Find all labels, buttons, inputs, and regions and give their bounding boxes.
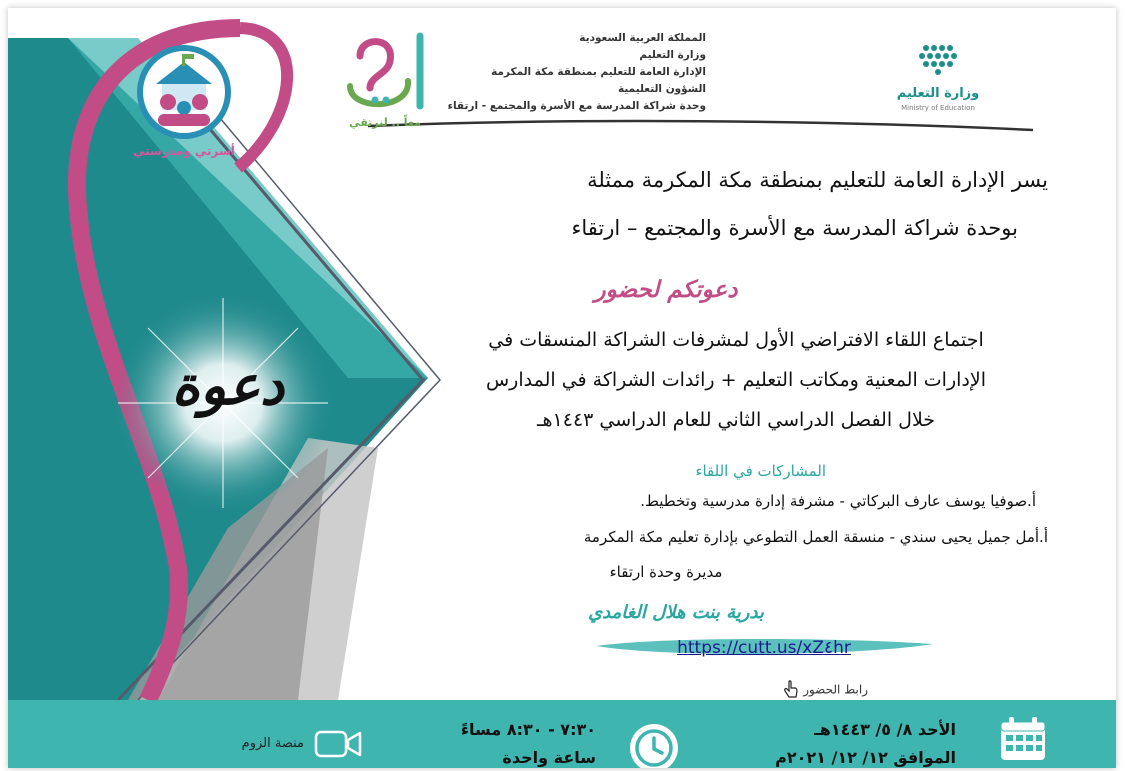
usrati-logo	[128, 44, 240, 164]
participant-item: أ.أمل جميل يحيى سندي - منسقة العمل التطوعي بإدارة تعليم مكة المكرمة	[583, 528, 1048, 546]
meeting-line: اجتماع اللقاء الافتراضي الأول لمشرفات الشراكة المنسقات في	[488, 329, 984, 351]
attendance-link[interactable]: https://cutt.us/xZ٤hr	[677, 638, 851, 658]
ministry-emblem-icon	[878, 38, 998, 84]
attendance-link-label-text: رابط الحضور	[803, 682, 868, 697]
manager-signature: بدرية بنت هلال الغامدي	[588, 602, 764, 623]
date-gregorian: الموافق ١٢/ ١٢/ ٢٠٢١م	[775, 748, 956, 767]
meeting-description	[416, 320, 1056, 440]
date-hijri: الأحد ٨/ ٥/ ١٤٤٣هـ	[814, 720, 956, 739]
invitation-card	[8, 8, 1116, 768]
meeting-line: خلال الفصل الدراسي الثاني للعام الدراسي ١٤٤٣هـ	[536, 409, 936, 431]
ministry-name-ar: وزارة التعليم	[896, 86, 980, 101]
header-line: وحدة شراكة المدرسة مع الأسرة والمجتمع - ارتقاء	[447, 100, 706, 112]
usrati-label: أسرتي ومدرستي	[133, 144, 235, 158]
irtiqa-logo-icon	[330, 26, 440, 116]
intro-line-1: يسر الإدارة العامة للتعليم بمنطقة مكة المكرمة ممثلة	[587, 168, 1048, 192]
pointer-hand-icon	[783, 680, 799, 700]
meeting-time: ٧:٣٠ - ٨:٣٠ مساءً	[460, 720, 596, 739]
calendar-icon	[998, 716, 1048, 762]
attendance-link-label	[738, 680, 868, 700]
intro-line-2: بوحدة شراكة المدرسة مع الأسرة والمجتمع – ارتقاء	[571, 216, 1018, 240]
dawa-calligraphy: دعوة	[171, 353, 285, 417]
header-line: الإدارة العامة للتعليم بمنطقة مكة المكرمة	[491, 66, 706, 78]
meeting-duration: ساعة واحدة	[502, 748, 596, 767]
participants-heading: المشاركات في اللقاء	[695, 462, 826, 480]
ministry-logo	[878, 38, 998, 118]
irtiqa-slogan: معاً .. لنرتقي	[349, 116, 421, 129]
video-camera-icon	[314, 728, 362, 760]
ministry-name-en: Ministry of Education	[901, 104, 975, 112]
participant-item: أ.صوفيا يوسف عارف البركاتي - مشرفة إدارة مدرسية وتخطيط.	[640, 492, 1036, 510]
header-line: المملكة العربية السعودية	[579, 32, 706, 44]
meeting-line: الإدارات المعنية ومكاتب التعليم + رائدات الشراكة في المدارس	[485, 369, 986, 391]
irtiqa-logo	[330, 26, 440, 134]
manager-title: مديرة وحدة ارتقاء	[609, 563, 723, 581]
header-line: الشؤون التعليمية	[618, 83, 706, 95]
invite-heading: دعوتكم لحضور	[594, 276, 738, 303]
family-school-icon	[128, 44, 240, 144]
platform-label: منصة الزوم	[241, 736, 304, 751]
clock-icon	[626, 720, 682, 768]
header-line: وزارة التعليم	[639, 49, 706, 61]
